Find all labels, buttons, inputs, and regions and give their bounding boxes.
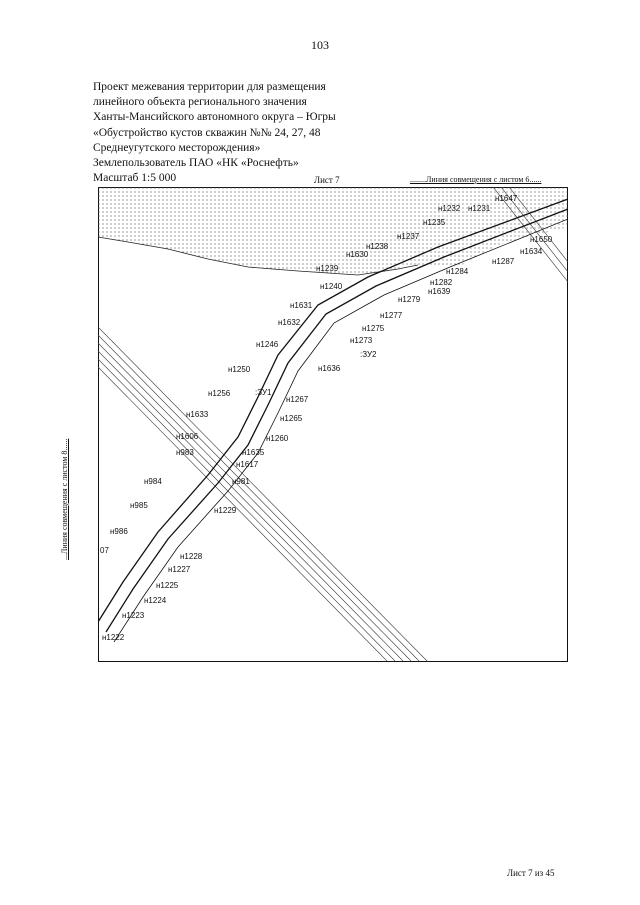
label-n1246: н1246 — [256, 340, 279, 349]
label-n07: 07 — [100, 546, 109, 555]
title-line: Среднеугутского месторождения» — [93, 141, 261, 154]
label-n1238: н1238 — [366, 242, 389, 251]
label-n1284: н1284 — [446, 267, 469, 276]
label-n1223: н1223 — [122, 611, 145, 620]
title-line: линейного объекта регионального значения — [93, 96, 307, 109]
label-n1634: н1634 — [520, 247, 543, 256]
label-n1635: н1635 — [242, 448, 265, 457]
label-n1250: н1250 — [228, 365, 251, 374]
label-n1229: н1229 — [214, 506, 237, 515]
label-n1279: н1279 — [398, 295, 421, 304]
label-n1228: н1228 — [180, 552, 203, 561]
label-n1633: н1633 — [186, 410, 209, 419]
match-line-left: ...Линия совмещения с листом 8...... — [60, 438, 69, 560]
label-n1631: н1631 — [290, 301, 313, 310]
label-n1239: н1239 — [316, 264, 339, 273]
label-n1240: н1240 — [320, 282, 343, 291]
label-n1275: н1275 — [362, 324, 385, 333]
label-n1260: н1260 — [266, 434, 289, 443]
label-n1235: н1235 — [423, 218, 446, 227]
label-n1287: н1287 — [492, 257, 515, 266]
label-n1237: н1237 — [397, 232, 420, 241]
label-n1225: н1225 — [156, 581, 179, 590]
label-n1231: н1231 — [468, 204, 491, 213]
diagonal-corridor — [98, 327, 428, 662]
label-n1636: н1636 — [318, 364, 341, 373]
title-line: «Обустройство кустов скважин №№ 24, 27, 48 — [93, 126, 321, 139]
label-n1617: н1617 — [236, 460, 259, 469]
label-n981: н981 — [232, 477, 250, 486]
label-n1265: н1265 — [280, 414, 303, 423]
label-zu2: :ЗУ2 — [360, 350, 377, 359]
label-n1222: н1222 — [102, 633, 125, 642]
title-line: Землепользователь ПАО «НК «Роснефть» — [93, 157, 299, 170]
label-n1632: н1632 — [278, 318, 301, 327]
label-n1232: н1232 — [438, 204, 461, 213]
label-n1639: н1639 — [428, 287, 451, 296]
label-zu1: :ЗУ1 — [255, 388, 272, 397]
sheet-label: Лист 7 — [314, 175, 340, 185]
survey-map — [98, 187, 568, 662]
label-n984: н984 — [144, 477, 162, 486]
label-n1630: н1630 — [346, 250, 369, 259]
label-n1282: н1282 — [430, 278, 453, 287]
title-line: Ханты-Мансийского автономного округа – Югры — [93, 111, 336, 124]
page-footer: Лист 7 из 45 — [507, 868, 555, 878]
label-n983: н983 — [176, 448, 194, 457]
match-line-top: ........Линия совмещения с листом 6...... — [410, 175, 542, 184]
label-n1273: н1273 — [350, 336, 373, 345]
label-n1606: н1606 — [176, 432, 199, 441]
title-line: Проект межевания территории для размещения — [93, 81, 326, 93]
page-number: 103 — [311, 38, 329, 52]
label-n1277: н1277 — [380, 311, 403, 320]
label-n1647: н1647 — [495, 194, 518, 203]
label-n985: н985 — [130, 501, 148, 510]
label-n1227: н1227 — [168, 565, 191, 574]
label-n1256: н1256 — [208, 389, 231, 398]
label-n986: н986 — [110, 527, 128, 536]
document-title — [93, 80, 423, 186]
label-n1650: н1650 — [530, 235, 553, 244]
label-n1224: н1224 — [144, 596, 167, 605]
scale-line: Масштаб 1:5 000 — [93, 172, 177, 185]
label-n1267: н1267 — [286, 395, 309, 404]
